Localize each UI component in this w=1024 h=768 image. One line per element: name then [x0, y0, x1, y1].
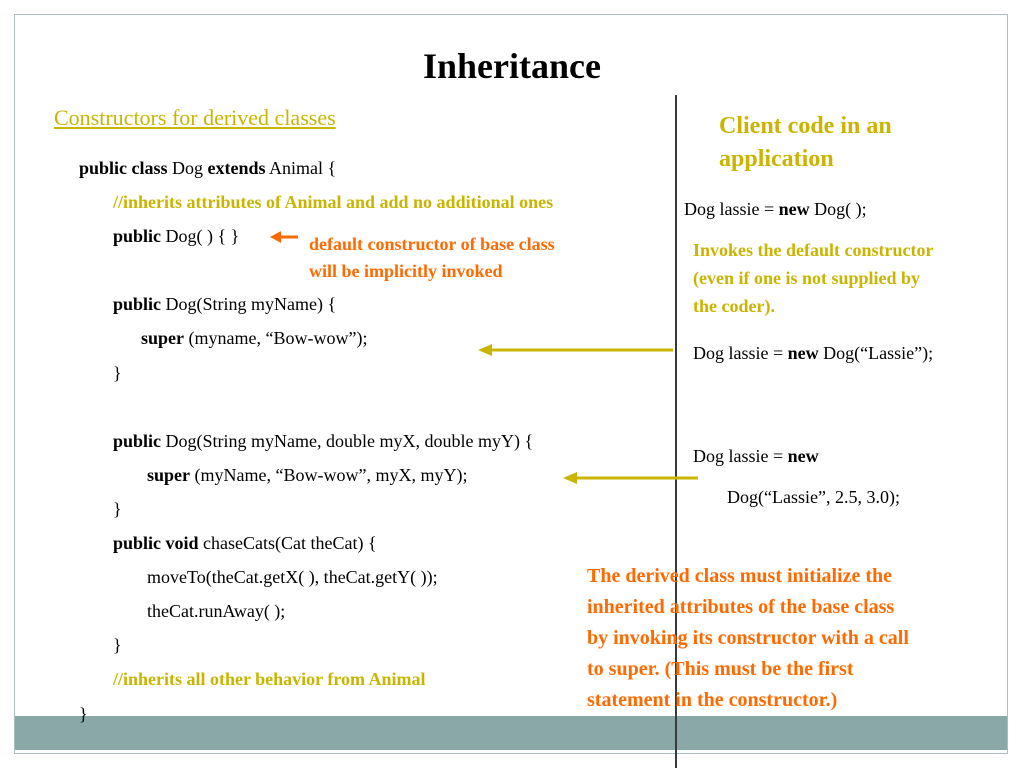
client-stmt-full-part1 — [693, 445, 819, 467]
code-text: Dog(String myName, double myX, double myY) { — [161, 431, 534, 451]
keyword: public class — [79, 158, 168, 178]
keyword: public void — [113, 533, 199, 553]
keyword: new — [787, 343, 819, 363]
code-line-move-to: moveTo(theCat.getX( ), theCat.getY( )); — [147, 567, 438, 587]
client-heading-line: application — [719, 146, 834, 172]
client-note-default — [693, 236, 934, 320]
note-line: (even if one is not supplied by — [693, 268, 921, 288]
code-line-super-full — [147, 464, 467, 486]
client-stmt-default — [684, 198, 867, 220]
explanation-line: statement in the constructor.) — [587, 689, 838, 711]
code-line-chase-cats — [113, 532, 377, 554]
code-text: (myname, “Bow-wow”); — [184, 328, 368, 348]
code-text: Dog lassie = — [693, 446, 788, 466]
code-text: Dog( ); — [809, 199, 867, 219]
default-ctor-annotation — [309, 231, 555, 285]
explanation-line: inherited attributes of the base class — [587, 596, 895, 618]
client-heading — [719, 110, 892, 176]
code-text: Dog( ) { } — [161, 226, 240, 246]
annotation-line: will be implicitly invoked — [309, 261, 503, 281]
explanation-line: The derived class must initialize the — [587, 565, 892, 587]
client-stmt-full-part2: Dog(“Lassie”, 2.5, 3.0); — [727, 487, 900, 507]
keyword: extends — [207, 158, 266, 178]
code-text: Animal { — [265, 158, 337, 178]
keyword: super — [147, 465, 191, 485]
code-text: Dog — [167, 158, 208, 178]
code-line-default-ctor — [113, 225, 239, 247]
keyword: super — [141, 328, 185, 348]
code-line-ctor-name — [113, 293, 336, 315]
keyword: new — [778, 199, 810, 219]
super-explanation — [587, 561, 909, 716]
keyword: public — [113, 431, 162, 451]
footer-band — [15, 716, 1007, 750]
code-close-brace: } — [113, 635, 122, 655]
code-text: Dog(String myName) { — [161, 294, 337, 314]
code-text: Dog lassie = — [684, 199, 779, 219]
code-line-run-away: theCat.runAway( ); — [147, 601, 286, 621]
subheading: Constructors for derived classes — [54, 105, 336, 130]
code-close-brace: } — [113, 499, 122, 519]
code-line-ctor-full — [113, 430, 533, 452]
code-close-class: } — [79, 704, 88, 724]
annotation-line: default constructor of base class — [309, 234, 555, 254]
code-close-brace: } — [113, 363, 122, 383]
code-text: chaseCats(Cat theCat) { — [198, 533, 377, 553]
slide-title: Inheritance — [423, 46, 601, 86]
keyword: public — [113, 226, 162, 246]
code-comment-attributes: //inherits attributes of Animal and add no additional ones — [113, 192, 554, 212]
code-text: Dog(“Lassie”); — [818, 343, 934, 363]
explanation-line: to super. (This must be the first — [587, 658, 854, 680]
code-text: Dog lassie = — [693, 343, 788, 363]
code-line-super-name — [141, 327, 367, 349]
code-text: (myName, “Bow-wow”, myX, myY); — [190, 465, 468, 485]
code-line-class-decl — [79, 157, 336, 179]
keyword: public — [113, 294, 162, 314]
client-heading-line: Client code in an — [719, 113, 892, 139]
explanation-line: by invoking its constructor with a call — [587, 627, 909, 649]
note-line: the coder). — [693, 296, 775, 316]
note-line: Invokes the default constructor — [693, 240, 934, 260]
code-comment-behavior: //inherits all other behavior from Animal — [113, 669, 426, 689]
client-stmt-name — [693, 342, 933, 364]
keyword: new — [787, 446, 819, 466]
